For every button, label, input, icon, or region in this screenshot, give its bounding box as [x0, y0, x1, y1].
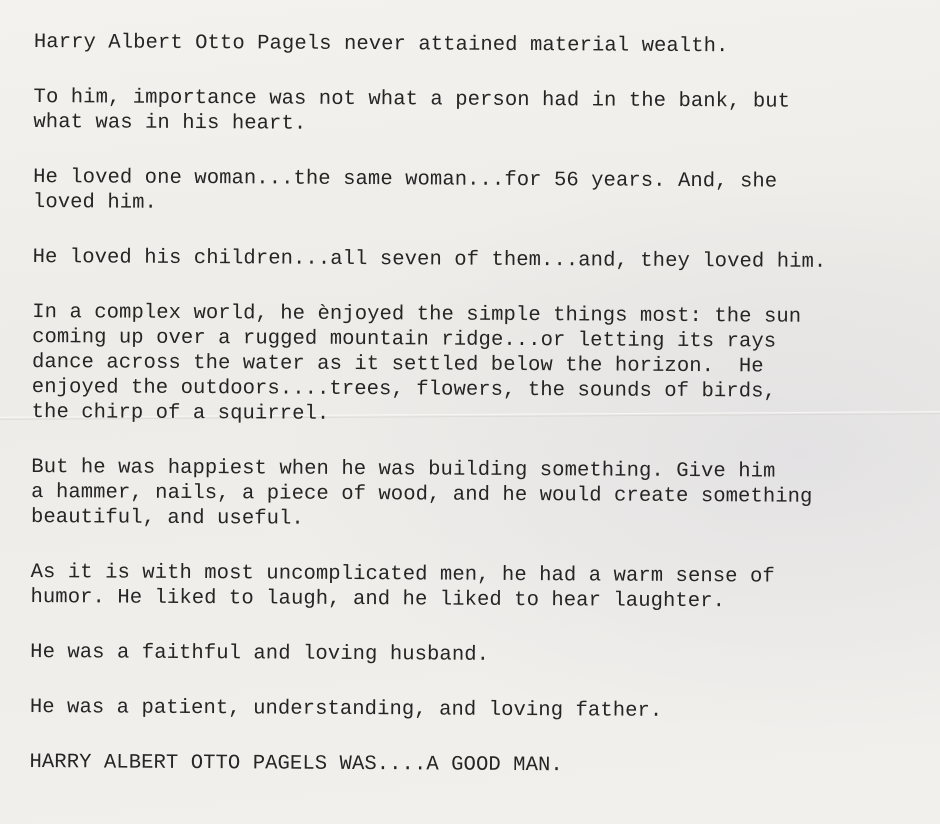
paragraph-husband: He was a faithful and loving husband. — [30, 640, 490, 667]
paragraph-simple-things: In a complex world, he ènjoyed the simple things most: the sun coming up over a rugged mountain ridge...or letting its rays dance across the water as it settled below the horizon. He enjoyed the outdoors....trees, flowers, the sounds of birds, the chirp of a squirrel. — [31, 300, 802, 426]
paragraph-good-man: HARRY ALBERT OTTO PAGELS WAS....A GOOD MAN. — [29, 750, 563, 778]
paragraph-importance: To him, importance was not what a person had in the bank, but what was in his heart. — [33, 85, 791, 136]
paragraph-humor: As it is with most uncomplicated men, he had a warm sense of humor. He liked to laugh, and he liked to hear laughter. — [30, 560, 775, 614]
paragraph-father: He was a patient, understanding, and loving father. — [29, 695, 663, 723]
tribute-text — [29, 30, 924, 780]
paragraph-one-woman: He loved one woman...the same woman...for 56 years. And, she loved him. — [32, 165, 778, 215]
paragraph-wealth: Harry Albert Otto Pagels never attained material wealth. — [33, 30, 729, 59]
paragraph-building: But he was happiest when he was building something. Give him a hammer, nails, a piece of wood, and he would create something beautiful, and useful. — [30, 455, 813, 531]
paragraph-children: He loved his children...all seven of them...and, they loved him. — [32, 245, 827, 274]
